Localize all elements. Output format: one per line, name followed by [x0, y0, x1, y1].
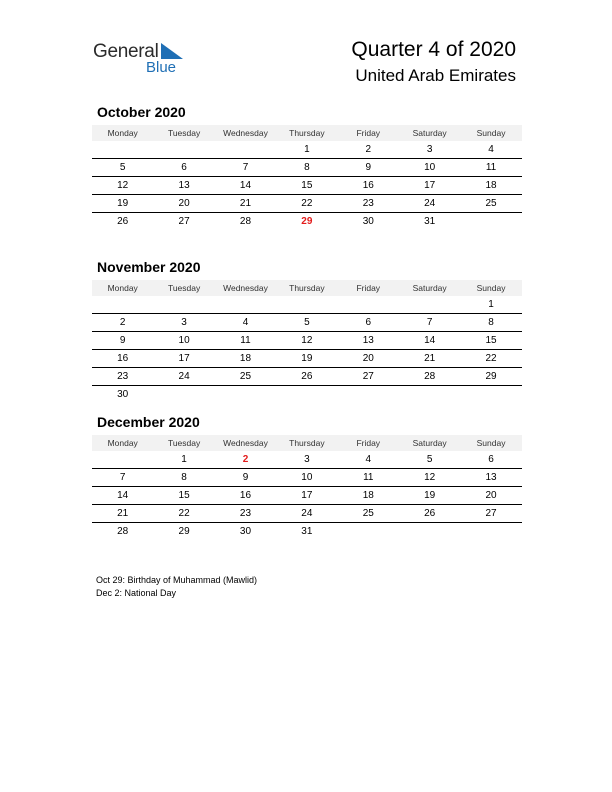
logo — [93, 40, 188, 80]
weekday-label: Monday — [107, 128, 138, 138]
day-cell: 19 — [424, 490, 436, 501]
weekday-label: Thursday — [289, 283, 325, 293]
day-cell: 18 — [239, 353, 252, 364]
day-cell: 20 — [178, 198, 190, 209]
day-cell — [399, 386, 460, 403]
day-cell: 12 — [301, 335, 313, 346]
week-row — [92, 159, 522, 177]
day-cell — [153, 296, 214, 313]
month-october — [92, 103, 522, 230]
day-cell: 13 — [485, 472, 497, 483]
day-cell: 30 — [239, 526, 252, 537]
weekday-label: Sunday — [476, 438, 506, 448]
day-cell: 13 — [178, 180, 190, 191]
day-cell: 29 — [178, 526, 190, 537]
day-cell: 9 — [365, 162, 372, 173]
day-cell: 25 — [362, 508, 374, 519]
day-cell: 2 — [242, 454, 249, 465]
day-cell: 4 — [365, 454, 372, 465]
weekday-label: Wednesday — [223, 438, 268, 448]
day-cell: 10 — [424, 162, 436, 173]
week-row — [92, 451, 522, 469]
day-cell: 28 — [239, 216, 252, 227]
month-november — [92, 258, 522, 403]
day-cell: 6 — [365, 317, 372, 328]
day-cell: 26 — [117, 216, 129, 227]
day-cell: 21 — [424, 353, 436, 364]
day-cell: 11 — [363, 472, 374, 483]
day-cell — [338, 386, 399, 403]
weekday-label: Friday — [356, 128, 381, 138]
day-cell — [460, 213, 521, 230]
holiday-note: Dec 2: National Day — [96, 588, 177, 598]
day-cell: 24 — [178, 371, 190, 382]
day-cell: 4 — [242, 317, 249, 328]
week-row — [92, 469, 522, 487]
day-cell — [460, 386, 521, 403]
weekday-label: Thursday — [289, 438, 325, 448]
day-cell: 15 — [301, 180, 313, 191]
week-row — [92, 487, 522, 505]
day-cell: 22 — [301, 198, 313, 209]
weekday-label: Saturday — [412, 438, 447, 448]
day-cell: 10 — [301, 472, 313, 483]
day-cell: 30 — [117, 389, 129, 400]
day-cell: 19 — [117, 198, 129, 209]
day-cell: 17 — [178, 353, 190, 364]
day-cell: 28 — [424, 371, 436, 382]
weekday-label: Monday — [107, 283, 138, 293]
country-name: United Arab Emirates — [355, 66, 516, 85]
logo-blue-text: Blue — [146, 59, 177, 76]
day-cell: 22 — [178, 508, 190, 519]
day-cell: 20 — [485, 490, 497, 501]
day-cell — [399, 523, 460, 540]
day-cell: 11 — [240, 335, 251, 346]
month-title: October 2020 — [97, 104, 186, 120]
day-cell: 2 — [365, 144, 372, 155]
day-cell: 24 — [424, 198, 436, 209]
day-cell: 5 — [426, 454, 433, 465]
day-cell: 1 — [488, 299, 494, 310]
day-cell: 8 — [181, 472, 187, 483]
day-cell: 12 — [117, 180, 129, 191]
day-cell — [338, 523, 399, 540]
weekday-label: Saturday — [412, 283, 447, 293]
day-cell: 14 — [424, 335, 436, 346]
day-cell: 9 — [242, 472, 249, 483]
day-cell: 16 — [117, 353, 129, 364]
day-cell: 24 — [301, 508, 313, 519]
weekday-label: Tuesday — [167, 283, 201, 293]
day-cell — [215, 296, 276, 313]
weekday-label: Thursday — [289, 128, 325, 138]
day-cell — [399, 296, 460, 313]
day-cell: 5 — [119, 162, 126, 173]
day-cell: 2 — [119, 317, 126, 328]
weekday-label: Friday — [356, 283, 381, 293]
day-cell: 23 — [239, 508, 252, 519]
day-cell: 14 — [239, 180, 252, 191]
day-cell: 14 — [117, 490, 129, 501]
day-cell: 4 — [488, 144, 494, 155]
day-cell: 27 — [485, 508, 497, 519]
week-row — [92, 523, 522, 540]
day-cell: 27 — [362, 371, 374, 382]
day-cell — [338, 296, 399, 313]
holiday-notes — [96, 574, 257, 600]
day-cell — [215, 141, 276, 158]
week-row — [92, 141, 522, 159]
day-cell: 18 — [362, 490, 374, 501]
week-row — [92, 505, 522, 523]
day-cell: 1 — [181, 454, 187, 465]
day-cell: 29 — [301, 216, 313, 227]
day-cell: 27 — [178, 216, 190, 227]
day-cell: 22 — [485, 353, 497, 364]
day-cell: 17 — [424, 180, 436, 191]
day-cell: 5 — [304, 317, 310, 328]
holiday-note: Oct 29: Birthday of Muhammad (Mawlid) — [96, 575, 258, 585]
day-cell — [215, 386, 276, 403]
day-cell: 31 — [424, 216, 436, 227]
day-cell — [92, 141, 153, 158]
week-row — [92, 195, 522, 213]
weekday-label: Wednesday — [223, 128, 268, 138]
day-cell: 21 — [117, 508, 129, 519]
day-cell: 9 — [119, 335, 126, 346]
day-cell — [153, 141, 214, 158]
weekday-header-row — [92, 125, 522, 141]
weekday-label: Tuesday — [167, 438, 201, 448]
day-cell: 25 — [239, 371, 252, 382]
day-cell: 8 — [488, 317, 494, 328]
day-cell — [153, 386, 214, 403]
day-cell — [276, 386, 337, 403]
weekday-label: Sunday — [476, 283, 506, 293]
logo-triangle-icon — [161, 43, 183, 59]
day-cell: 7 — [426, 317, 433, 328]
week-row — [92, 368, 522, 386]
day-cell: 10 — [178, 335, 190, 346]
day-cell: 6 — [488, 454, 494, 465]
day-cell: 7 — [119, 472, 126, 483]
day-cell: 13 — [362, 335, 374, 346]
page-title: Quarter 4 of 2020 — [351, 38, 516, 61]
day-cell — [276, 296, 337, 313]
day-cell: 16 — [362, 180, 374, 191]
weekday-header-row — [92, 435, 522, 451]
day-cell: 30 — [362, 216, 374, 227]
day-cell: 7 — [242, 162, 249, 173]
weekday-header-row — [92, 280, 522, 296]
day-cell: 21 — [239, 198, 252, 209]
day-cell: 23 — [362, 198, 374, 209]
day-cell: 26 — [301, 371, 313, 382]
weekday-label: Saturday — [412, 128, 447, 138]
day-cell: 29 — [485, 371, 497, 382]
month-title: November 2020 — [97, 259, 201, 275]
day-cell: 23 — [117, 371, 129, 382]
day-cell: 3 — [181, 317, 187, 328]
day-cell: 3 — [426, 144, 433, 155]
day-cell: 15 — [178, 490, 190, 501]
day-cell: 31 — [301, 526, 313, 537]
weekday-label: Monday — [107, 438, 138, 448]
day-cell: 16 — [239, 490, 252, 501]
logo-general-text: General — [93, 41, 159, 62]
week-row — [92, 314, 522, 332]
week-row — [92, 213, 522, 230]
day-cell — [92, 296, 153, 313]
weekday-label: Tuesday — [167, 128, 201, 138]
month-december — [92, 413, 522, 540]
month-title: December 2020 — [97, 414, 200, 430]
weekday-label: Wednesday — [223, 283, 268, 293]
weekday-label: Friday — [356, 438, 381, 448]
day-cell: 15 — [485, 335, 497, 346]
week-row — [92, 386, 522, 403]
day-cell: 25 — [485, 198, 497, 209]
week-row — [92, 177, 522, 195]
week-row — [92, 350, 522, 368]
day-cell: 18 — [485, 180, 497, 191]
day-cell: 17 — [301, 490, 313, 501]
weekday-label: Sunday — [476, 128, 506, 138]
day-cell: 19 — [301, 353, 313, 364]
day-cell — [92, 451, 153, 468]
day-cell: 8 — [304, 162, 310, 173]
day-cell: 11 — [485, 162, 497, 173]
day-cell — [460, 523, 521, 540]
day-cell: 20 — [362, 353, 374, 364]
week-row — [92, 332, 522, 350]
day-cell: 1 — [304, 144, 310, 155]
week-row — [92, 296, 522, 314]
day-cell: 12 — [424, 472, 436, 483]
day-cell: 6 — [181, 162, 187, 173]
day-cell: 3 — [304, 454, 310, 465]
day-cell: 28 — [117, 526, 129, 537]
day-cell: 26 — [424, 508, 436, 519]
